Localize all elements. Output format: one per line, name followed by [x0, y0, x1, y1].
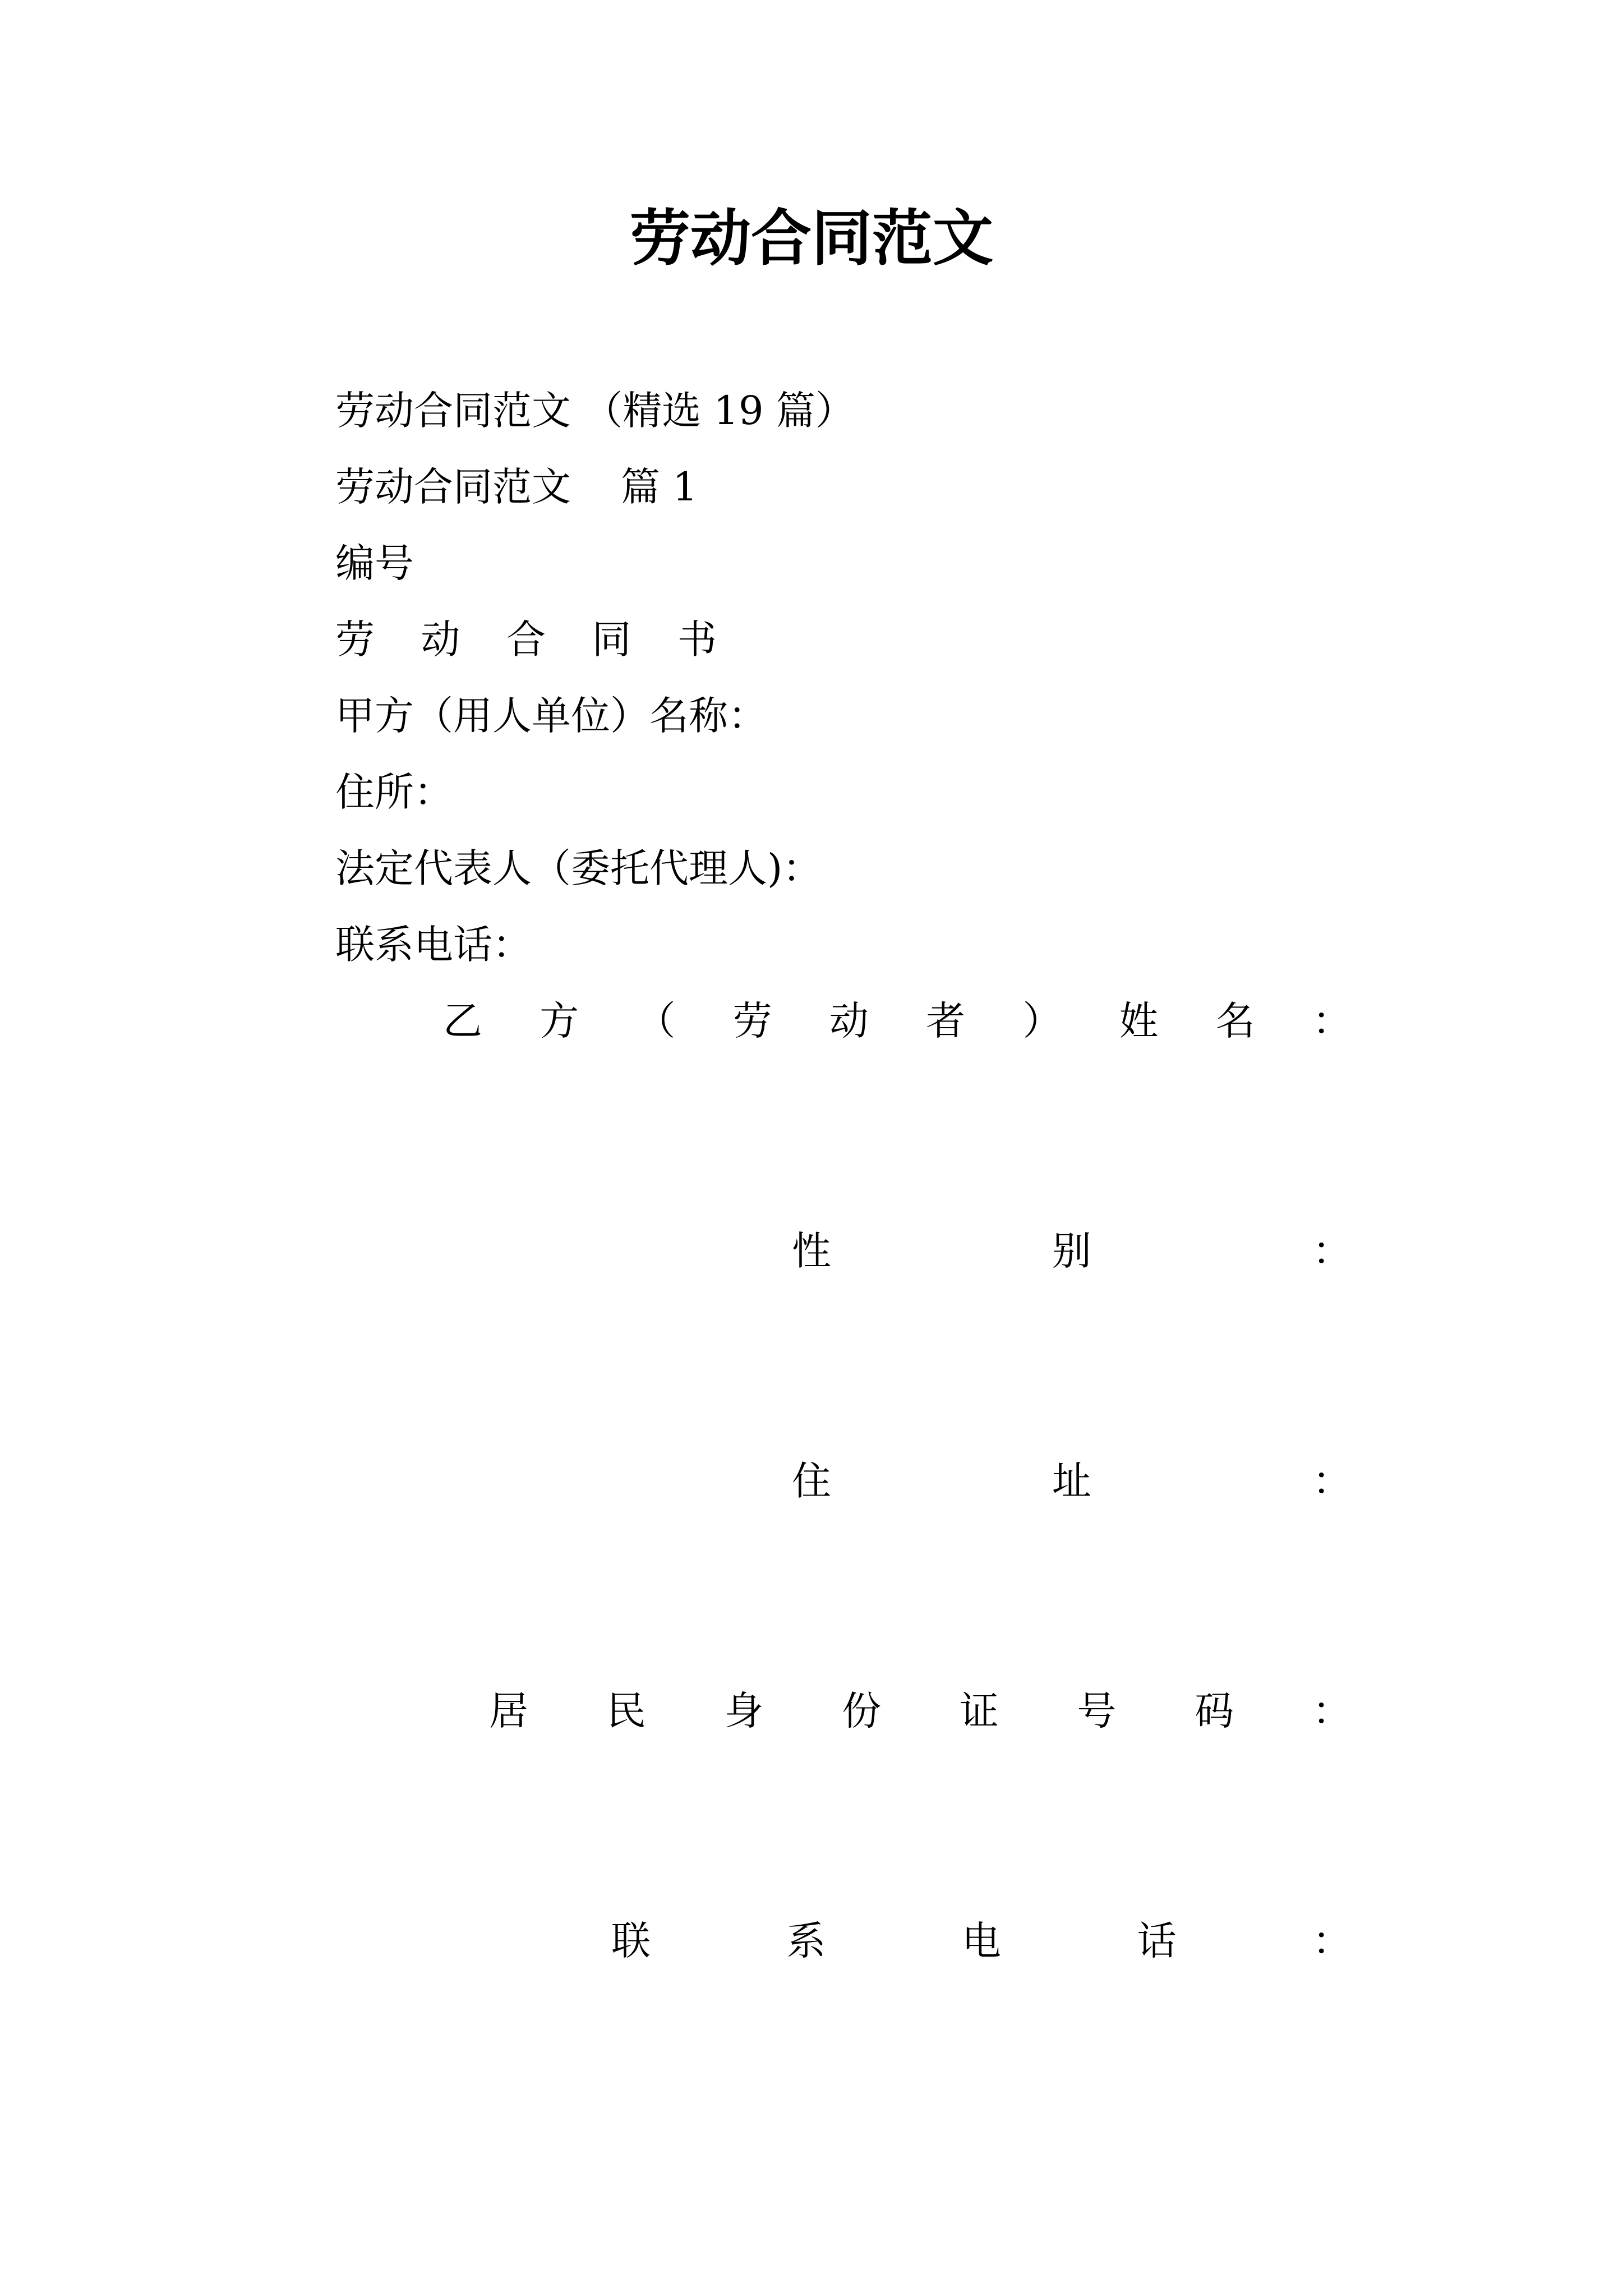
label-char: 乙 — [443, 998, 482, 1044]
book-title-char: 同 — [592, 616, 631, 662]
label-char: 别 — [1052, 1228, 1091, 1274]
party-b-gender-label — [792, 1223, 1352, 1279]
party-a-name-label: 甲方（用人单位）名称： — [335, 693, 767, 739]
label-char: 民 — [606, 1688, 646, 1734]
label-char: 性 — [792, 1228, 831, 1274]
label-char: 电 — [962, 1918, 1001, 1964]
label-char: ： — [1312, 1688, 1352, 1734]
contract-book-title — [335, 611, 717, 668]
party-b-phone-label — [611, 1913, 1352, 1969]
subtitle-line: 劳动合同范文 （精选 19 篇） — [335, 388, 855, 434]
label-char: ： — [1312, 1458, 1352, 1504]
document-title: 劳动合同范文 — [629, 203, 993, 274]
book-title-char: 合 — [506, 616, 546, 662]
label-char: 动 — [829, 998, 869, 1044]
label-char: （ — [636, 998, 676, 1044]
label-char: 联 — [611, 1918, 651, 1964]
label-char: 码 — [1195, 1688, 1234, 1734]
label-char: ） — [1022, 998, 1062, 1044]
party-b-id-label — [489, 1683, 1352, 1739]
label-char: 话 — [1137, 1918, 1177, 1964]
party-a-representative-label: 法定代表人（委托代理人)： — [335, 845, 822, 891]
label-char: 者 — [926, 998, 966, 1044]
book-title-char: 劳 — [335, 616, 375, 662]
label-char: 址 — [1052, 1458, 1091, 1504]
label-char: ： — [1312, 998, 1352, 1044]
label-char: ： — [1312, 1228, 1352, 1274]
book-title-char: 书 — [677, 616, 717, 662]
party-b-name-label — [443, 993, 1352, 1049]
label-char: 住 — [792, 1458, 831, 1504]
label-char: 份 — [842, 1688, 882, 1734]
label-char: 劳 — [732, 998, 772, 1044]
label-char: 居 — [489, 1688, 528, 1734]
label-char: 姓 — [1119, 998, 1159, 1044]
label-char: 系 — [786, 1918, 826, 1964]
book-title-char: 动 — [421, 616, 460, 662]
label-char: ： — [1312, 1918, 1352, 1964]
party-a-address-label: 住所： — [335, 769, 453, 815]
party-a-phone-label: 联系电话： — [335, 922, 532, 968]
label-char: 身 — [724, 1688, 764, 1734]
label-char: 名 — [1215, 998, 1255, 1044]
label-char: 号 — [1077, 1688, 1117, 1734]
party-b-address-label — [792, 1453, 1352, 1509]
label-char: 证 — [959, 1688, 999, 1734]
number-label: 编号 — [335, 540, 414, 586]
section-heading: 劳动合同范文 篇 1 — [335, 464, 698, 510]
label-char: 方 — [540, 998, 579, 1044]
